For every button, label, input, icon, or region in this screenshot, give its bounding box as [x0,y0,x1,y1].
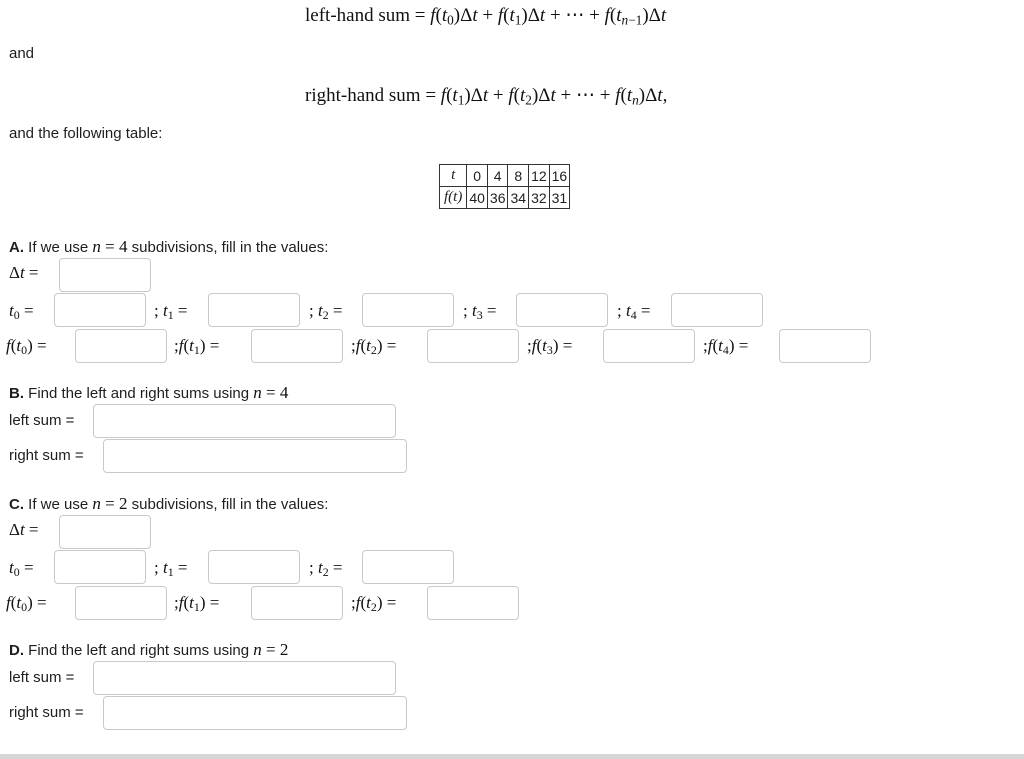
a-f-t0-input[interactable] [75,329,167,363]
c-f-t1-label: $;f(t_1)$ = [174,593,220,614]
table-row [440,187,570,209]
section-d-n-value: 2 [279,640,289,659]
d-right-sum-input[interactable] [103,696,407,730]
section-c-n-value: 2 [118,494,128,513]
table-cell: 16 [549,165,570,187]
c-f-t2-label: $;f(t_2)$ = [351,593,397,614]
a-t1-label: ; $t_1$ = [154,301,188,322]
section-a-letter: A. [9,239,24,256]
and-text: and [9,45,35,62]
section-d-text: Find the left and right sums using [24,642,254,659]
following-table-text: and the following table: [9,125,163,142]
a-delta-t-label: Δt = [9,263,39,282]
section-c-letter: C. [9,496,24,513]
a-f-t3-input[interactable] [603,329,695,363]
table-cell: 4 [487,165,508,187]
c-t0-label: $t_0$ = [9,558,34,579]
a-t3-label: ; $t_3$ = [463,301,497,322]
d-left-sum-input[interactable] [93,661,396,695]
c-delta-t-input[interactable] [59,515,151,549]
a-f-t2-input[interactable] [427,329,519,363]
c-t2-label: ; $t_2$ = [309,558,343,579]
b-right-sum-label: right sum = [9,447,84,464]
table-cell: 32 [529,187,550,209]
section-a-text: If we use [24,239,93,256]
right-hand-sum-label: right-hand sum [305,85,421,106]
section-c-heading: C. If we use n = 2 subdivisions, fill in the values: [9,494,329,513]
section-d-heading: D. Find the left and right sums using n = 2 [9,640,289,659]
c-f-t0-input[interactable] [75,586,167,620]
table-cell: 31 [549,187,570,209]
left-hand-sum-label: left-hand sum [305,5,411,26]
table-row [440,165,570,187]
data-table [439,164,570,209]
a-t1-input[interactable] [208,293,300,327]
table-cell: 8 [508,165,529,187]
a-f-t2-label: $;f(t_2)$ = [351,336,397,357]
c-delta-t-label: Δt = [9,520,39,539]
section-a-heading: A. If we use n = 4 subdivisions, fill in the values: [9,237,329,256]
section-c-suffix: subdivisions, fill in the values: [127,496,329,513]
table-header-f: f(t) [440,187,467,209]
c-f-t2-input[interactable] [427,586,519,620]
section-b-letter: B. [9,385,24,402]
a-f-t4-input[interactable] [779,329,871,363]
section-b-n-value: 4 [279,383,289,402]
right-hand-sum-formula: right-hand sum = $f(t_1)\Delta t + f(t_2)\Delta t$ + ⋯ + $f(t_n)\Delta t$, [305,85,668,108]
left-hand-sum-formula: left-hand sum = $f(t_0)\Delta t + f(t_1)\Delta t$ + ⋯ + $f(t_{n-1})\Delta t$ [305,5,667,28]
a-t0-label: $t_0$ = [9,301,34,322]
a-t2-label: ; $t_2$ = [309,301,343,322]
section-b-text: Find the left and right sums using [24,385,254,402]
a-t0-input[interactable] [54,293,146,327]
a-f-t1-input[interactable] [251,329,343,363]
table-cell: 0 [467,165,488,187]
c-t0-input[interactable] [54,550,146,584]
c-t1-label: ; $t_1$ = [154,558,188,579]
d-right-sum-label: right sum = [9,704,84,721]
c-t1-input[interactable] [208,550,300,584]
a-f-t3-label: $;f(t_3)$ = [527,336,573,357]
b-left-sum-input[interactable] [93,404,396,438]
c-f-t0-label: $f(t_0)$ = [6,593,47,614]
a-t2-input[interactable] [362,293,454,327]
section-b-heading: B. Find the left and right sums using n = 4 [9,383,289,402]
table-cell: 12 [529,165,550,187]
a-t4-input[interactable] [671,293,763,327]
b-left-sum-label: left sum = [9,412,75,429]
a-f-t1-label: $;f(t_1)$ = [174,336,220,357]
page-bottom-divider [0,754,1024,759]
section-d-letter: D. [9,642,24,659]
c-f-t1-input[interactable] [251,586,343,620]
b-right-sum-input[interactable] [103,439,407,473]
c-t2-input[interactable] [362,550,454,584]
table-cell: 34 [508,187,529,209]
section-c-text: If we use [24,496,93,513]
a-t3-input[interactable] [516,293,608,327]
a-delta-t-input[interactable] [59,258,151,292]
a-f-t0-label: $f(t_0)$ = [6,336,47,357]
d-left-sum-label: left sum = [9,669,75,686]
table-header-t: t [440,165,467,187]
section-a-n-value: 4 [118,237,128,256]
table-cell: 40 [467,187,488,209]
a-t4-label: ; $t_4$ = [617,301,651,322]
table-cell: 36 [487,187,508,209]
section-a-suffix: subdivisions, fill in the values: [127,239,329,256]
a-f-t4-label: $;f(t_4)$ = [703,336,749,357]
